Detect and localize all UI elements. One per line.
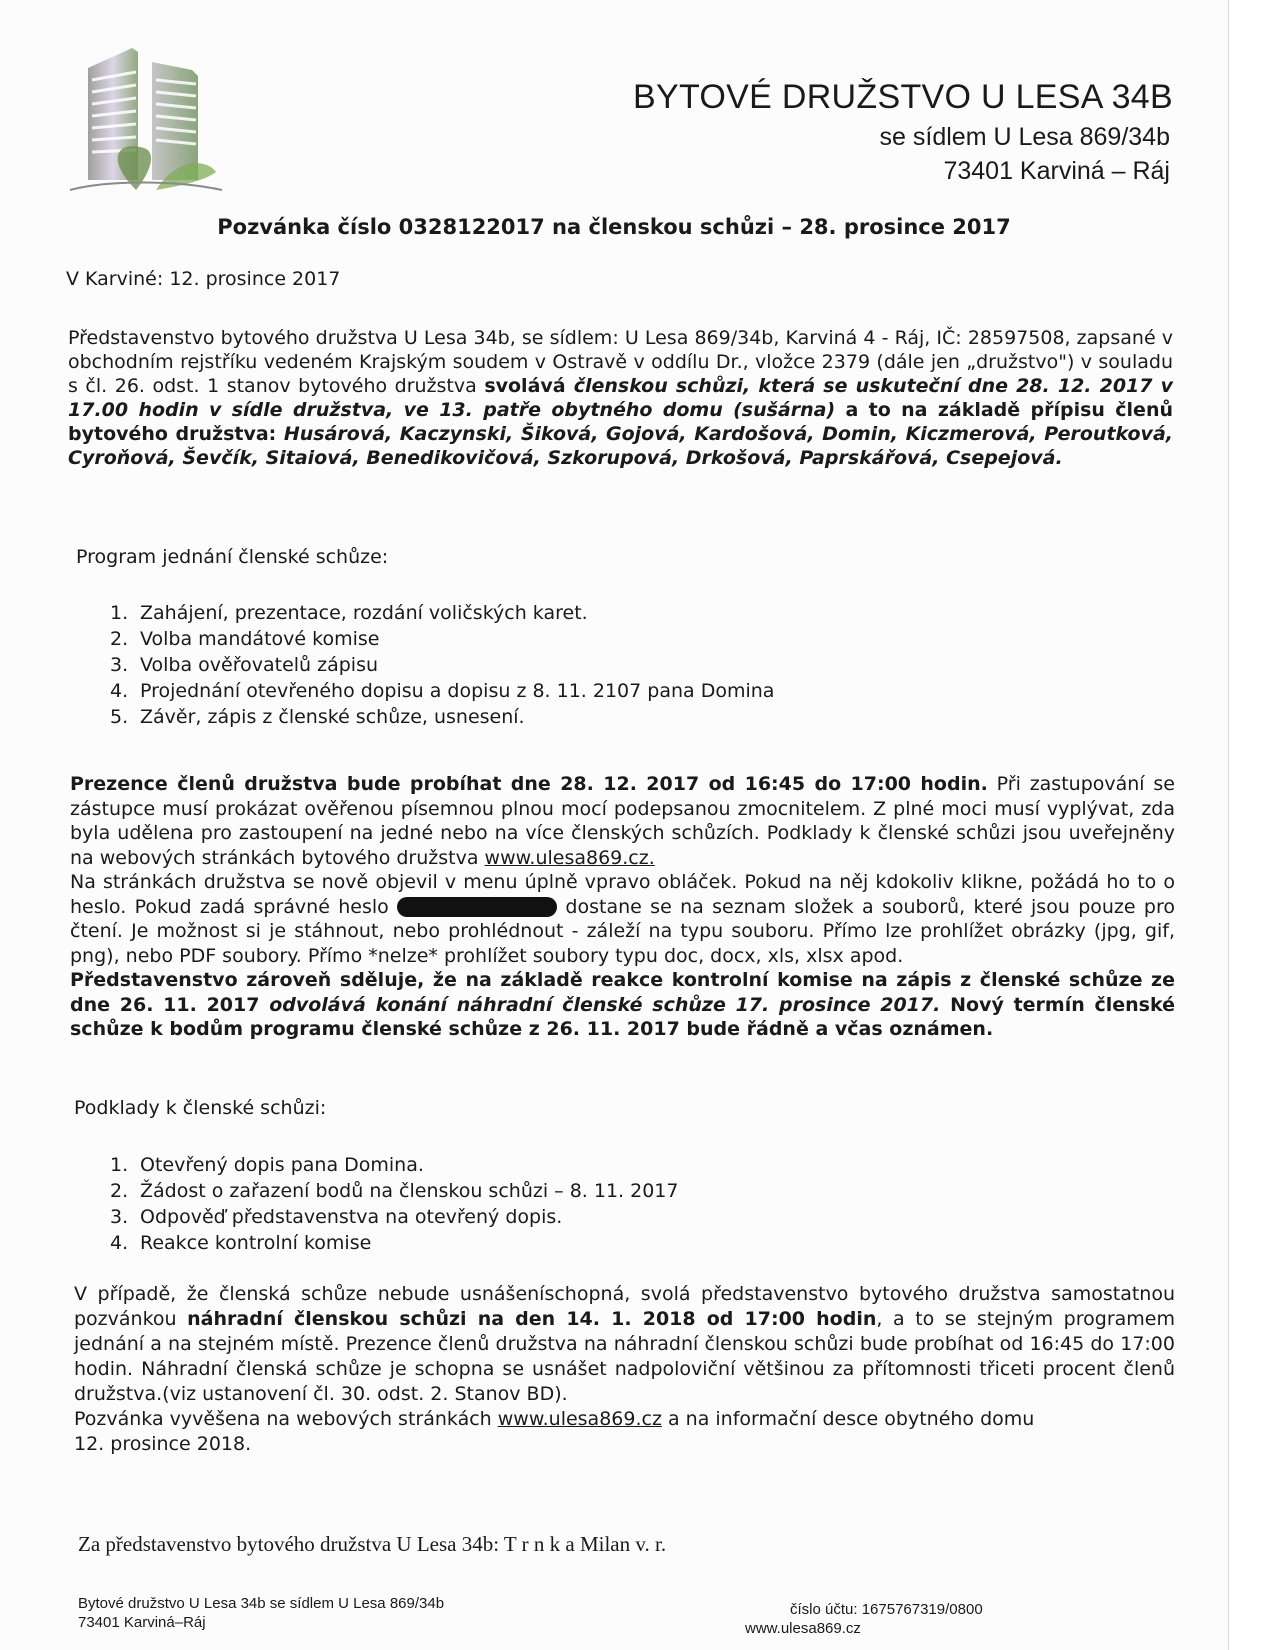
place-date: V Karviné: 12. prosince 2017 bbox=[66, 268, 341, 290]
program-list bbox=[110, 600, 774, 730]
list-item: 2. Volba mandátové komise bbox=[110, 628, 380, 650]
building-logo-icon bbox=[66, 40, 226, 202]
organization-name: BYTOVÉ DRUŽSTVO U LESA 34B bbox=[632, 78, 1173, 116]
footer-contact bbox=[745, 1600, 983, 1638]
intro-meeting-details: členskou schůzi, která se uskuteční dne 28. 12. 2017 v 17.00 hodin v sídle družstva, ve 13. patře obytného domu (sušárna) bbox=[68, 375, 1173, 421]
invitation-title: Pozvánka číslo 0328122017 na členskou schůzi – 28. prosince 2017 bbox=[217, 215, 1011, 239]
footer-address: Bytové družstvo U Lesa 34b se sídlem U Lesa 869/34b 73401 Karviná–Ráj bbox=[78, 1595, 445, 1631]
redacted-password bbox=[397, 897, 557, 917]
list-item: 1. Zahájení, prezentace, rozdání voličských karet. bbox=[110, 602, 588, 624]
bank-account: číslo účtu: 1675767319/0800 bbox=[790, 1601, 983, 1618]
address-line-1: se sídlem U Lesa 869/34b bbox=[879, 123, 1170, 151]
list-item: 4. Projednání otevřeného dopisu a dopisu z 8. 11. 2107 pana Domina bbox=[110, 680, 775, 702]
documents-heading: Podklady k členské schůzi: bbox=[74, 1097, 327, 1119]
address-line-2: 73401 Karviná – Ráj bbox=[943, 157, 1170, 185]
intro-text: Představenstvo bytového družstva U Lesa 34b, se sídlem: U Lesa 869/34b, Karviná 4 - Ráj, IČ: 28597508, zapsané v obchodním rejstříku vedeném Krajským soudem v Ostravě v oddílu Dr., vložce 2379 (dále jen „družstvo") v souladu s čl. 26. odst. 1 stanov bytového družstva bbox=[68, 327, 1173, 397]
substitute-meeting-paragraph: V případě, že členská schůze nebude usnášeníschopná, svolá představenstvo bytového družstva samostatnou pozvánkou náhradní členskou schůzi na den 14. 1. 2018 od 17:00 hodin, a to se stejným programem jednání a na stejném místě. Prezence členů družstva na náhradní členskou schůzi bude probíhat od 16:45 do 17:00 hodin. Náhradní členská schůze je schopna se usnášet nadpoloviční většinou za přítomnosti třiceti procent členů družstva.(viz ustanovení čl. 30. odst. 2. Stanov BD). Pozvánka vyvěšena na webových stránkách www.ulesa869.cz a na informační desce obytného domu 12. prosince 2018. bbox=[74, 1283, 1175, 1455]
board-notice: Představenstvo zároveň sděluje, že na základě reakce kontrolní komise na zápis z členské schůze ze dne 26. 11. 2017 bbox=[70, 969, 1175, 1016]
list-item: 4. Reakce kontrolní komise bbox=[110, 1232, 372, 1254]
new-date-notice: Nový termín členské schůze k bodům programu členské schůze z 26. 11. 2017 bude řádně a včas oznámen. bbox=[70, 993, 1176, 1040]
intro-paragraph bbox=[68, 326, 1173, 470]
list-item: 2. Žádost o zařazení bodů na členskou schůzi – 8. 11. 2017 bbox=[110, 1180, 679, 1202]
presence-paragraph: Prezence členů družstva bude probíhat dne 28. 12. 2017 od 16:45 do 17:00 hodin. Při zastupování se zástupce musí prokázat ověřenou písemnou plnou mocí podepsanou zmocnitelem. Z plné moci musí vyplývat, zda byla udělena pro zastoupení na jedné nebo na více členských schůzích. Podklady k členské schůzi jsou uveřejněny na webových stránkách bytového družstva www.ulesa869.cz. Na stránkách družstva se nově objevil v menu úplně vpravo obláček. Pokud na něj kdokoliv klikne, požádá ho to o heslo. Pokud zadá správné heslo dostane se na seznam složek a souborů, které jsou pouze pro čtení. Je možnost si je stáhnout, nebo prohlédnout - záleží na typu souboru. Přímo lze prohlížet obrázky (jpg, gif, png), nebo PDF soubory. Přímo *nelze* prohlížet soubory typu doc, docx, xls, xlsx apod. Představenstvo zároveň sděluje, že na základě reakce kontrolní komise na zápis z členské schůze ze dne 26. 11. 2017 odvolává konání náhradní členské schůze 17. prosince 2017. Nový termín členské schůze k bodům programu členské schůze z 26. 11. 2017 bude řádně a včas oznámen. bbox=[70, 773, 1176, 1040]
presence-time: Prezence členů družstva bude probíhat dne 28. 12. 2017 od 16:45 do 17:00 hodin. bbox=[70, 773, 988, 795]
intro-bold-convenes: svolává bbox=[484, 375, 566, 397]
website-link[interactable]: www.ulesa869.cz bbox=[497, 1408, 662, 1430]
program-heading: Program jednání členské schůze: bbox=[76, 546, 389, 568]
cancellation-notice: odvolává konání náhradní členské schůze 17. prosince 2017. bbox=[269, 993, 941, 1016]
footer-website: www.ulesa869.cz bbox=[745, 1620, 861, 1637]
intro-member-names: Husárová, Kaczynski, Šiková, Gojová, Kardošová, Domin, Kiczmerová, Peroutková, Cyroňová, Ševčík, Sitaiová, Benedikovičová, Szkorupová, Drkošová, Paprskářová, Csepejová. bbox=[68, 423, 1173, 469]
substitute-meeting-date: náhradní členskou schůzi na den 14. 1. 2018 od 17:00 hodin bbox=[187, 1308, 877, 1330]
list-item: 1. Otevřený dopis pana Domina. bbox=[110, 1154, 424, 1176]
organization-address bbox=[880, 120, 1170, 188]
list-item: 3. Volba ověřovatelů zápisu bbox=[110, 654, 379, 676]
list-item: 5. Závěr, zápis z členské schůze, usnesení. bbox=[110, 706, 525, 728]
documents-list bbox=[110, 1152, 678, 1256]
list-item: 3. Odpověď představenstva na otevřený dopis. bbox=[110, 1206, 563, 1228]
signature-line: Za představenstvo bytového družstva U Lesa 34b: T r n k a Milan v. r. bbox=[78, 1532, 667, 1556]
website-link[interactable]: www.ulesa869.cz. bbox=[484, 846, 655, 869]
intro-basis: a to na základě přípisu členů bytového družstva: bbox=[68, 399, 1173, 445]
